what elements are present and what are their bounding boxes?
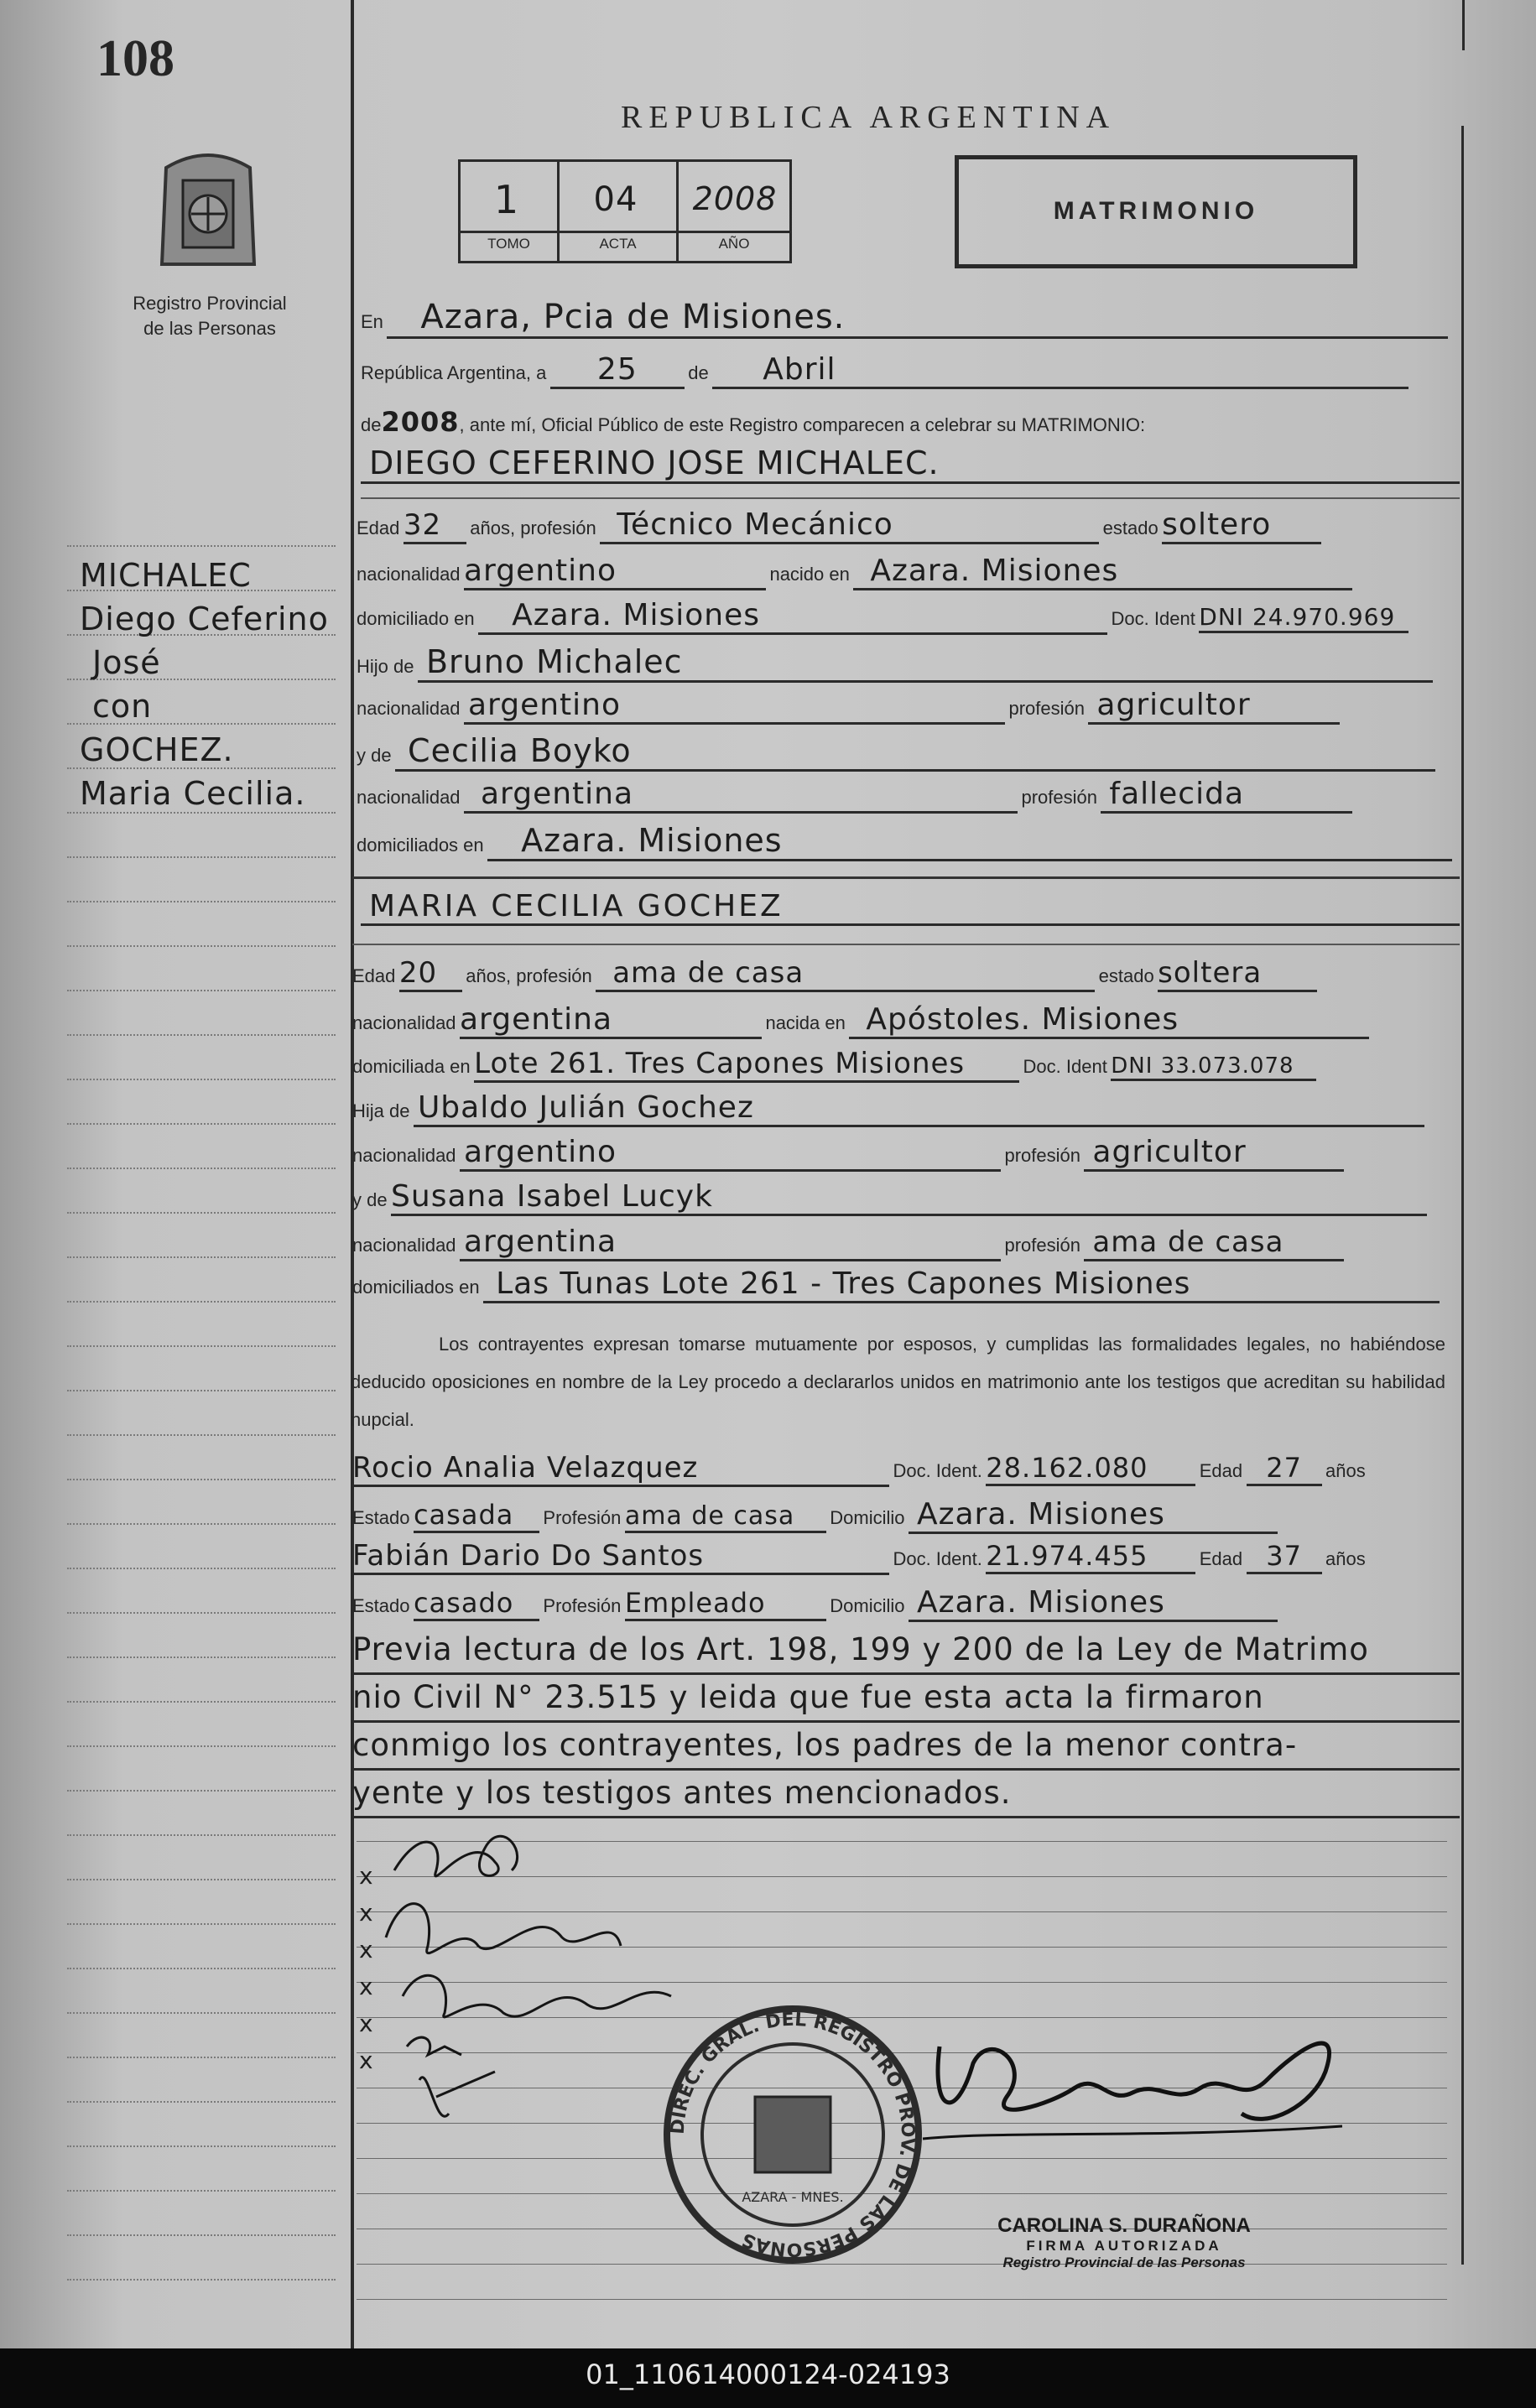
bride-row-mother-details: nacionalidad argentina profesión ama de casa: [352, 1225, 1451, 1261]
year-value: 2008: [381, 406, 460, 438]
margin-rule-line: [67, 1079, 336, 1080]
margin-rule-line: [67, 2012, 336, 2014]
day-value: 25: [550, 352, 685, 389]
acta-value: 04: [593, 180, 638, 219]
stamp-emblem-icon: [755, 2097, 830, 2172]
margin-rule-line: [67, 1656, 336, 1658]
right-border: [1461, 126, 1464, 2265]
official-title: FIRMA AUTORIZADA: [1026, 2238, 1222, 2254]
signature-marks: x x x x x x: [359, 1862, 374, 2074]
margin-note-line: GOCHEZ.: [80, 731, 234, 768]
groom-mother-nationality: argentina: [464, 777, 1018, 814]
bride-father-nationality: argentino: [460, 1135, 1001, 1172]
signature-rule-line: [357, 2299, 1447, 2300]
official-signature: [906, 2013, 1376, 2164]
top-tick: [1462, 0, 1465, 50]
bride-profession: ama de casa: [596, 956, 1095, 992]
bride-mother-profession: ama de casa: [1084, 1225, 1344, 1261]
groom-domicile: Azara. Misiones: [478, 598, 1107, 635]
margin-rule-line: [67, 1612, 336, 1614]
bride-doc: DNI 33.073.078: [1111, 1053, 1316, 1081]
act-type: MATRIMONIO: [1053, 197, 1259, 225]
bride-mother: Susana Isabel Lucyk: [391, 1179, 1427, 1216]
statement-paragraph: Los contrayentes expresan tomarse mutuamente por esposos, y cumplidas las formalidades legales, no habiéndose deducido oposiciones en nombre de la Ley procedo a declararlos unidos en matrimonio ante los testigos que acreditan su habilidad nupcial.: [351, 1334, 1445, 1430]
place-value: Azara, Pcia de Misiones.: [387, 298, 1448, 339]
place-line: En Azara, Pcia de Misiones.: [361, 298, 1451, 339]
witness-1-row-b: Estado casada Profesión ama de casa Domicilio Azara. Misiones: [352, 1497, 1460, 1534]
closing-line: yente y los testigos antes mencionados.: [352, 1771, 1460, 1818]
margin-rule-line: [67, 1479, 336, 1480]
bride-row-father-details: nacionalidad argentino profesión agricultor: [352, 1135, 1451, 1172]
groom-nationality: argentino: [464, 554, 766, 590]
margin-rule-line: [67, 1834, 336, 1836]
margin-rule-line: [67, 1434, 336, 1436]
bride-nationality: argentina: [460, 1002, 762, 1039]
groom-status: soltero: [1162, 507, 1321, 544]
margin-rule-line: [67, 1168, 336, 1169]
margin-rule-line: [67, 990, 336, 991]
act-type-box: [955, 155, 1357, 268]
margin-rule-line: [67, 1968, 336, 1969]
margin-rule-line: [67, 1034, 336, 1036]
margin-rule-line: [67, 1701, 336, 1703]
witness-2-row-a: Fabián Dario Do Santos Doc. Ident. 21.974.455 Edad 37 años: [352, 1539, 1460, 1575]
margin-rule-line: [67, 2145, 336, 2147]
witness-2-profession: Empleado: [625, 1587, 826, 1621]
month-value: Abril: [712, 352, 1408, 389]
registry-seal-icon: [149, 143, 267, 277]
bride-row-age: Edad 20 años, profesión ama de casa estado soltera: [352, 956, 1451, 992]
witness-2-name: Fabián Dario Do Santos: [352, 1539, 889, 1575]
groom-mother: Cecilia Boyko: [395, 732, 1435, 772]
groom-row-mother-details: nacionalidad argentina profesión fallecida: [357, 777, 1455, 814]
groom-profession: Técnico Mecánico: [600, 507, 1099, 544]
margin-rule-line: [67, 2190, 336, 2192]
groom-row-mother: y de Cecilia Boyko: [357, 732, 1455, 772]
witness-2-row-b: Estado casado Profesión Empleado Domicilio Azara. Misiones: [352, 1585, 1460, 1622]
groom-row-father: Hijo de Bruno Michalec: [357, 643, 1455, 683]
witness-2-doc: 21.974.455: [986, 1540, 1195, 1574]
margin-note-line: Diego Ceferino: [80, 601, 329, 637]
groom-row-age: Edad 32 años, profesión Técnico Mecánico estado soltero: [357, 507, 1455, 544]
bride-mother-nationality: argentina: [460, 1225, 1001, 1261]
official-stamp: [654, 1996, 931, 2273]
groom-doc: DNI 24.970.969: [1199, 603, 1408, 633]
witness-1-status: casada: [414, 1499, 539, 1533]
bride-parents-domicile: Las Tunas Lote 261 - Tres Capones Misiones: [483, 1266, 1440, 1303]
bride-father-profession: agricultor: [1084, 1135, 1344, 1172]
anio-value: 2008: [692, 180, 778, 217]
margin-rule-line: [67, 2279, 336, 2281]
bride-age: 20: [399, 956, 462, 992]
margin-rule-line: [67, 545, 336, 547]
official-block: [965, 2214, 1283, 2271]
margin-rule-line: [67, 1345, 336, 1347]
bride-row-domicile: domiciliada en Lote 261. Tres Capones Misiones Doc. Ident DNI 33.073.078: [352, 1047, 1460, 1083]
stamp-city: AZARA - MNES.: [742, 2189, 844, 2205]
closing-line: nio Civil N° 23.515 y leida que fue esta acta la firmaron: [352, 1675, 1460, 1723]
footer-id: 01_110614000124-024193: [586, 2359, 950, 2390]
bride-father: Ubaldo Julián Gochez: [414, 1090, 1424, 1127]
witness-2-status: casado: [414, 1587, 539, 1621]
witness-1-age: 27: [1247, 1452, 1322, 1486]
groom-father-nationality: argentino: [464, 688, 1005, 725]
groom-father: Bruno Michalec: [418, 643, 1433, 683]
witness-1-doc: 28.162.080: [986, 1452, 1195, 1486]
margin-rule-line: [67, 1790, 336, 1792]
official-name: CAROLINA S. DURAÑONA: [997, 2214, 1251, 2237]
margin-rule-line: [67, 2234, 336, 2236]
margin-rule-line: [67, 945, 336, 947]
bride-born-in: Apóstoles. Misiones: [849, 1002, 1369, 1039]
margin-note-line: Maria Cecilia.: [80, 775, 306, 812]
margin-rule-line: [67, 1923, 336, 1925]
margin-rule-line: [67, 1212, 336, 1214]
margin-rule-line: [67, 1301, 336, 1303]
page-number: 108: [96, 30, 174, 87]
groom-row-nationality: nacionalidad argentino nacido en Azara. Misiones: [357, 554, 1455, 590]
groom-name: DIEGO CEFERINO JOSE MICHALEC.: [361, 445, 1460, 484]
margin-rule-line: [67, 1523, 336, 1525]
margin-rule-line: [67, 2057, 336, 2058]
groom-father-profession: agricultor: [1088, 688, 1340, 725]
margin-note: [80, 554, 329, 815]
country-title: REPUBLICA ARGENTINA: [621, 100, 1117, 135]
witness-1-name: Rocio Analia Velazquez: [352, 1451, 889, 1487]
tomo-value: 1: [493, 177, 520, 222]
bride-row-father: Hija de Ubaldo Julián Gochez: [352, 1090, 1451, 1127]
closing-line: conmigo los contrayentes, los padres de la menor contra-: [352, 1723, 1460, 1771]
bride-name: MARIA CECILIA GOCHEZ: [361, 889, 1460, 926]
bride-row-nationality: nacionalidad argentina nacida en Apóstoles. Misiones: [352, 1002, 1451, 1039]
margin-rule-line: [67, 1568, 336, 1569]
margin-note-line: con: [92, 688, 153, 725]
margin-rule-line: [67, 1256, 336, 1258]
groom-row-parents-domicile: domiciliados en Azara. Misiones: [357, 822, 1455, 861]
act-number-box: 1 04 2008 TOMO ACTA AÑO: [458, 159, 792, 263]
groom-row-father-details: nacionalidad argentino profesión agricultor: [357, 688, 1455, 725]
margin-note-line: MICHALEC: [80, 557, 252, 594]
groom-parents-domicile: Azara. Misiones: [487, 822, 1452, 861]
margin-note-line: José: [92, 644, 161, 681]
witness-1-row-a: Rocio Analia Velazquez Doc. Ident. 28.162.080 Edad 27 años: [352, 1451, 1460, 1487]
year-line: de2008, ante mí, Oficial Público de este Registro comparecen a celebrar su MATRIMONIO:: [361, 406, 1146, 438]
margin-rule-line: [67, 1390, 336, 1391]
closing-line: Previa lectura de los Art. 198, 199 y 200 de la Ley de Matrimo: [352, 1627, 1460, 1675]
bride-status: soltera: [1158, 956, 1317, 992]
margin-rule-line: [67, 856, 336, 858]
witness-1-profession: ama de casa: [625, 1501, 826, 1533]
bride-domicile: Lote 261. Tres Capones Misiones: [474, 1047, 1019, 1083]
groom-age: 32: [404, 508, 466, 544]
groom-mother-profession: fallecida: [1101, 777, 1352, 814]
date-line: República Argentina, a 25 de Abril: [361, 352, 1451, 389]
margin-rule-line: [67, 1123, 336, 1125]
registry-name: Registro Provincial de las Personas: [133, 293, 287, 339]
groom-row-domicile: domiciliado en Azara. Misiones Doc. Ident DNI 24.970.969: [357, 598, 1455, 635]
margin-rule-line: [67, 2101, 336, 2103]
witness-2-age: 37: [1247, 1540, 1322, 1574]
bride-row-parents-domicile: domiciliados en Las Tunas Lote 261 - Tres Capones Misiones: [352, 1266, 1460, 1303]
groom-born-in: Azara. Misiones: [853, 554, 1352, 590]
witness-2-domicile: Azara. Misiones: [909, 1585, 1278, 1622]
stamp-ring-text: DIREC. GRAL. DEL REGISTRO PROV. DE LAS PERSONAS: [667, 2009, 919, 2260]
margin-rule-line: [67, 1745, 336, 1747]
margin-rule-line: [67, 901, 336, 902]
witness-1-domicile: Azara. Misiones: [909, 1497, 1278, 1534]
margin-rule-line: [67, 1879, 336, 1880]
official-registry: Registro Provincial de las Personas: [1002, 2255, 1246, 2270]
margin-divider: [351, 0, 354, 2348]
bride-row-mother: y de Susana Isabel Lucyk: [352, 1179, 1451, 1216]
